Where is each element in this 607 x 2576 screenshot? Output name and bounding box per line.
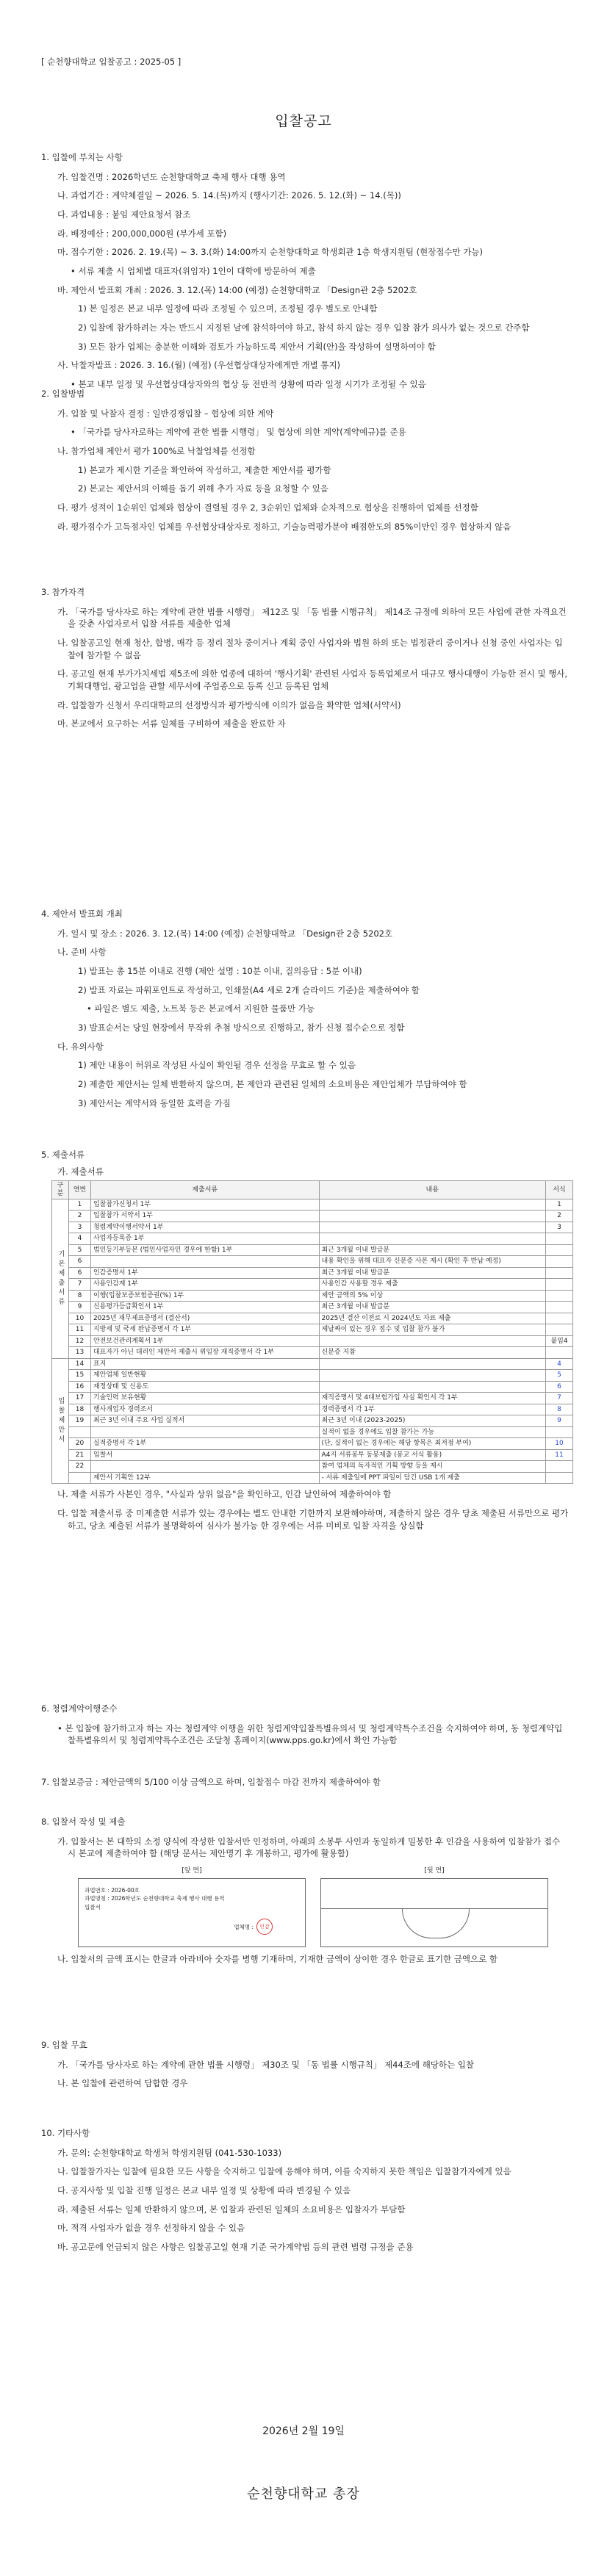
document-content: 내용 확인을 위해 대표자 신분증 사본 제시 (확인 후 반납 예정) bbox=[319, 1256, 546, 1268]
table-row bbox=[52, 1290, 573, 1302]
text-line: 가. 제출서류 bbox=[57, 1166, 104, 1177]
document-content: 사용인감 사용할 경우 제출 bbox=[319, 1279, 546, 1291]
section-8 bbox=[41, 1816, 570, 1972]
text-line: 가. 「국가를 당사자로 하는 계약에 관한 법률 시행령」 제12조 및 「동 법률 시행규칙」 제14조 규정에 의하여 모든 사업에 관한 자격요건을 갖춘 사업자로서 입찰 서류를 제출한 업체 bbox=[57, 606, 567, 629]
section-1 bbox=[41, 151, 570, 397]
text-line: • 서류 제출 시 업체별 대표자(위임자) 1인이 대학에 방문하여 제출 bbox=[71, 266, 316, 277]
text-line: 가. 입찰 및 낙찰자 결정 : 일반경쟁입찰 – 협상에 의한 계약 bbox=[57, 408, 274, 419]
row-number: 2 bbox=[69, 1211, 91, 1222]
row-number: 4 bbox=[69, 1233, 91, 1245]
form-number: 5 bbox=[546, 1370, 573, 1382]
document-content: 재직증명서 및 4대보험가입 사실 확인서 각 1부 bbox=[319, 1393, 546, 1404]
document-name: 기술인력 보유현황 bbox=[90, 1393, 319, 1404]
form-number: 11 bbox=[546, 1449, 573, 1461]
document-content bbox=[319, 1370, 546, 1382]
signer-name: 순천향대학교 총장 bbox=[247, 2486, 360, 2502]
text-line: 2) 본교는 제안서의 이해를 돕기 위해 추가 자료 등을 요청할 수 있음 bbox=[78, 483, 328, 494]
text-line: 1) 제안 내용이 허위로 작성된 사실이 확인될 경우 선정을 무효로 할 수 있음 bbox=[78, 1060, 356, 1071]
form-number bbox=[546, 1256, 573, 1268]
document-name: 최근 3년 이내 주요 사업 실적서 bbox=[90, 1415, 319, 1427]
text-line: • 「국가를 당사자로하는 계약에 관한 법률 시행령」 및 협상에 의한 계약(계약예규)를 준용 bbox=[71, 427, 406, 438]
document-content: A4지 서류봉투 동봉제출 (봉교 서식 활용) bbox=[319, 1449, 546, 1461]
text-line: 다. 평가 성적이 1순위인 업체와 협상이 결렬될 경우 2, 3순위인 업체와 순차적으로 협상을 진행하여 업체를 선정함 bbox=[57, 502, 478, 513]
document-content: 최근 3개월 이내 발급분 bbox=[319, 1302, 546, 1313]
text-line: 라. 제출된 서류는 일체 반환하지 않으며, 본 입찰과 관련된 일체의 소요비용은 입찰자가 부담함 bbox=[57, 2204, 406, 2215]
table-header: 내용 bbox=[319, 1181, 546, 1199]
row-number: 8 bbox=[69, 1290, 91, 1302]
text-line: 바. 제안서 발표회 개최 : 2026. 3. 12.(목) 14:00 (예정) 순천향대학교 「Design관 2층 5202호 bbox=[57, 284, 417, 295]
row-number: 12 bbox=[69, 1335, 91, 1347]
text-line: 나. 과업기간 : 계약체결일 ~ 2026. 5. 14.(목)까지 (행사기간: 2026. 5. 12.(화) ~ 14.(목)) bbox=[57, 190, 401, 201]
document-name: 행사개업자 경력조서 bbox=[90, 1404, 319, 1415]
text-line: 다. 공고일 현재 부가가치세법 제5조에 의한 업종에 대하여 '행사기획' 관련된 사업자 등록업체로서 대규모 행사대행이 가능한 전시 및 행사, 기획대행업, 광고업을 관할 세무서에 주업종으로 등록 신고 등록된 업체 bbox=[57, 668, 568, 692]
text-line: • 본 입찰에 참가하고자 하는 자는 청렴계약 이행을 위한 청렴계약입찰특별유의서 및 청렴계약특수조건을 숙지하여야 하며, 동 청렴계약입찰특별유의서 및 청렴계약특수조건은 조달청 홈페이지(www.pps.go.kr)에서 확인 가능함 bbox=[57, 1722, 563, 1746]
envelope-text bbox=[85, 1886, 224, 1911]
document-content: 최근 3년 이내 (2023-2025) bbox=[319, 1415, 546, 1427]
section-title: 10. 기타사항 bbox=[41, 2128, 90, 2138]
seal-icon: 인감 bbox=[256, 1919, 273, 1935]
document-content: 2025년 결산 이전로 시 2024년도 자료 제출 bbox=[319, 1313, 546, 1324]
document-content bbox=[319, 1358, 546, 1370]
section-title: 8. 입찰서 작성 및 제출 bbox=[41, 1816, 126, 1827]
text-line: • 파일은 별도 제출, 노트북 등은 본교에서 지원한 물품만 가능 bbox=[87, 1003, 315, 1014]
document-content: 최근 3개월 이내 발급분 bbox=[319, 1267, 546, 1279]
company-name-label: 업체명 : bbox=[234, 1924, 254, 1931]
table-row bbox=[52, 1222, 573, 1233]
form-number bbox=[546, 1347, 573, 1359]
document-content: - 서류 제출일에 PPT 파일이 담긴 USB 1개 제출 bbox=[319, 1472, 546, 1484]
table-row bbox=[52, 1404, 573, 1415]
text-line: 나. 입찰참가자는 입찰에 필요한 모든 사항을 숙지하고 입찰에 응해야 하며, 이를 숙지하지 못한 책임은 입찰참가자에게 있음 bbox=[57, 2166, 511, 2177]
table-row bbox=[52, 1426, 573, 1438]
document-name: 이행(입찰보증보험증권(%) 1부 bbox=[90, 1290, 319, 1302]
document-content: 제안 금액의 5% 이상 bbox=[319, 1290, 546, 1302]
document-name: 지방세 및 국세 완납증명서 각 1부 bbox=[90, 1324, 319, 1336]
row-number: 20 bbox=[69, 1438, 91, 1450]
document-name: 실적증명서 각 1부 bbox=[90, 1438, 319, 1450]
document-name: 법인등기부등본 (법인사업자인 경우에 한함) 1부 bbox=[90, 1244, 319, 1256]
documents-table bbox=[51, 1180, 573, 1484]
form-number: 9 bbox=[546, 1415, 573, 1427]
envelope-line: 과업번호 : 2026-00호 bbox=[85, 1887, 140, 1894]
text-line: 라. 입찰참가 신청서 우리대학교의 선정방식과 평가방식에 이의가 없음을 확약한 업체(서약서) bbox=[57, 699, 401, 710]
text-line: 가. 입찰건명 : 2026학년도 순천향대학교 축제 행사 대행 용역 bbox=[57, 171, 286, 182]
text-line: 1) 발표는 총 15분 이내로 진행 (제안 설명 : 10분 이내, 질의응답 : 5분 이내) bbox=[78, 966, 362, 977]
form-number bbox=[546, 1302, 573, 1313]
text-line: 나. 입찰공고일 현재 청산, 합병, 매각 등 정리 절차 중이거나 계획 중인 사업자와 법원 하의 또는 법정관리 중이거나 신청 중인 사업자는 입찰에 참가할 수 없음 bbox=[57, 638, 563, 660]
form-number: 4 bbox=[546, 1358, 573, 1370]
text-line: 다. 입찰 제출서류 중 미제출한 서류가 있는 경우에는 별도 안내한 기한까지 보완해야하며, 제출하지 않은 경우 당초 제출된 서류만으로 평가하고, 당초 제출된 서류가 불명확하여 심사가 불가능 한 경우에는 서류 미비로 입찰 자격을 상실함 bbox=[57, 1508, 569, 1531]
table-header: 연번 bbox=[69, 1181, 91, 1199]
row-number: 5 bbox=[69, 1244, 91, 1256]
document-content: 최근 3개월 이내 발급분 bbox=[319, 1244, 546, 1256]
section-7 bbox=[41, 1776, 570, 1796]
document-name: 입찰서 bbox=[90, 1449, 319, 1461]
document-content bbox=[319, 1199, 546, 1211]
table-row bbox=[52, 1244, 573, 1256]
text-line: • 본교 내부 일정 및 우선협상대상자와의 협상 등 전반적 상황에 따라 일정 시기가 조정될 수 있음 bbox=[71, 379, 426, 390]
table-row bbox=[52, 1370, 573, 1382]
table-row bbox=[52, 1256, 573, 1268]
text-line: 바. 공고문에 언급되지 않은 사항은 입찰공고일 현재 기준 국가계약법 등의 관련 법령 규정을 준용 bbox=[57, 2242, 414, 2253]
document-name: 안전보건관리계획서 1부 bbox=[90, 1335, 319, 1347]
document-content: 참여 업체의 독자적인 기획 방향 등을 제시 bbox=[319, 1461, 546, 1473]
table-row bbox=[52, 1335, 573, 1347]
section-title: 1. 입찰에 부치는 사항 bbox=[41, 152, 123, 162]
document-content bbox=[319, 1335, 546, 1347]
section-title: 4. 제안서 발표회 개최 bbox=[41, 909, 123, 919]
section-6 bbox=[41, 1703, 570, 1753]
form-number: 붙임4 bbox=[546, 1335, 573, 1347]
envelope-label: [뒷 면] bbox=[424, 1867, 445, 1875]
section-title: 9. 입찰 무효 bbox=[41, 2040, 87, 2050]
section-title: 7. 입찰보증금 : 제안금액의 5/100 이상 금액으로 하며, 입찰접수 마감 전까지 제출하여야 함 bbox=[41, 1777, 381, 1787]
envelope-line: 과업명칭 : 2026학년도 순천향대학교 축제 행사 대행 용역 bbox=[85, 1895, 225, 1902]
group-label: 입찰제안서 bbox=[52, 1358, 69, 1484]
table-row bbox=[52, 1211, 573, 1222]
text-line: 2) 입찰에 참가하려는 자는 반드시 지정된 날에 참석하여야 하고, 참석 하지 않는 경우 입찰 참가 의사가 없는 것으로 간주함 bbox=[78, 322, 530, 333]
document-content bbox=[319, 1381, 546, 1393]
form-number: 7 bbox=[546, 1393, 573, 1404]
text-line: 2) 제출한 제안서는 일체 반환하지 않으며, 본 제안과 관련된 일체의 소요비용은 제안업체가 부담하여야 함 bbox=[78, 1079, 467, 1090]
envelope-back bbox=[320, 1866, 548, 1947]
section-2 bbox=[41, 388, 570, 539]
form-number bbox=[546, 1426, 573, 1438]
text-line: 마. 접수기한 : 2026. 2. 19.(목) ~ 3. 3.(화) 14:00까지 순천향대학교 학생회관 1층 학생지원팀 (현장접수만 가능) bbox=[57, 247, 483, 258]
text-line: 가. 「국가를 당사자로 하는 계약에 관한 법률 시행령」 제30조 및 「동 법률 시행규칙」 제44조에 해당하는 입찰 bbox=[57, 2059, 475, 2070]
form-number: 1 bbox=[546, 1199, 573, 1211]
section-5 bbox=[41, 1149, 570, 1538]
text-line: 2) 발표 자료는 파워포인트로 작성하고, 인쇄물(A4 세로 2개 슬라이드 기준)을 제출하여야 함 bbox=[78, 984, 420, 995]
document-name bbox=[90, 1256, 319, 1268]
document-content bbox=[319, 1211, 546, 1222]
form-number bbox=[546, 1233, 573, 1245]
text-line: 다. 유의사항 bbox=[57, 1041, 104, 1052]
section-9 bbox=[41, 2039, 570, 2096]
table-row bbox=[52, 1381, 573, 1393]
row-number: 6 bbox=[69, 1256, 91, 1268]
table-row bbox=[52, 1302, 573, 1313]
text-line: 3) 발표순서는 당일 현장에서 무작위 추첨 방식으로 진행하고, 참가 신청 접수순으로 정함 bbox=[78, 1022, 405, 1033]
document-name bbox=[90, 1461, 319, 1473]
document-content: 실적이 없을 경우에도 입찰 참가는 가능 bbox=[319, 1426, 546, 1438]
table-header: 제출서류 bbox=[90, 1181, 319, 1199]
envelope-line: 입찰서 bbox=[85, 1903, 101, 1911]
document-name: 입찰참가 서약서 1부 bbox=[90, 1211, 319, 1222]
envelope-label: [앞 면] bbox=[182, 1867, 202, 1875]
table-row bbox=[52, 1279, 573, 1291]
form-number bbox=[546, 1461, 573, 1473]
row-number: 1 bbox=[69, 1199, 91, 1211]
document-name: 제안업체 일반현황 bbox=[90, 1370, 319, 1382]
document-name: 재정상태 및 신용도 bbox=[90, 1381, 319, 1393]
form-number bbox=[546, 1244, 573, 1256]
text-line: 나. 본 입찰에 관련하여 담합한 경우 bbox=[57, 2078, 188, 2089]
row-number: 6 bbox=[69, 1267, 91, 1279]
table-row bbox=[52, 1415, 573, 1427]
row-number bbox=[69, 1472, 91, 1484]
row-number: 9 bbox=[69, 1302, 91, 1313]
table-row bbox=[52, 1267, 573, 1279]
row-number bbox=[69, 1426, 91, 1438]
row-number: 14 bbox=[69, 1358, 91, 1370]
section-3 bbox=[41, 586, 570, 737]
document-content: (단, 실적이 없는 경우에는 해당 항목은 최저점 부여) bbox=[319, 1438, 546, 1450]
row-number: 13 bbox=[69, 1347, 91, 1359]
table-row bbox=[52, 1233, 573, 1245]
form-number bbox=[546, 1313, 573, 1324]
document-name: 청렴계약이행서약서 1부 bbox=[90, 1222, 319, 1233]
page-title: 입찰공고 bbox=[275, 113, 332, 129]
document-name: 인감증명서 1부 bbox=[90, 1267, 319, 1279]
table-row bbox=[52, 1313, 573, 1324]
form-number: 3 bbox=[546, 1222, 573, 1233]
envelope-front bbox=[78, 1866, 306, 1947]
row-number: 17 bbox=[69, 1393, 91, 1404]
notice-date: 2026년 2월 19일 bbox=[262, 2425, 345, 2437]
table-header: 구분 bbox=[52, 1181, 69, 1199]
document-content bbox=[319, 1222, 546, 1233]
row-number: 21 bbox=[69, 1449, 91, 1461]
text-line: 3) 모든 참가 업체는 충분한 이해와 검토가 가능하도록 제안서 기획(안)을 작성하여 설명하여야 함 bbox=[78, 341, 436, 352]
text-line: 가. 문의: 순천향대학교 학생처 학생지원팀 (041-530-1033) bbox=[57, 2147, 282, 2158]
row-number: 10 bbox=[69, 1313, 91, 1324]
document-name bbox=[90, 1426, 319, 1438]
text-line: 다. 공지사항 및 입찰 진행 일정은 본교 내부 일정 및 상황에 따라 변경될 수 있음 bbox=[57, 2185, 351, 2196]
document-number: [ 순천향대학교 입찰공고 : 2025-05 ] bbox=[41, 57, 182, 67]
envelope-flap bbox=[402, 1908, 470, 1938]
text-line: 3) 제안서는 계약서와 동일한 효력을 가짐 bbox=[78, 1097, 231, 1108]
document-name: 입찰참가신청서 1부 bbox=[90, 1199, 319, 1211]
form-number: 6 bbox=[546, 1381, 573, 1393]
section-10 bbox=[41, 2127, 570, 2260]
form-number: 10 bbox=[546, 1438, 573, 1450]
section-4 bbox=[41, 908, 570, 1116]
row-number: 3 bbox=[69, 1222, 91, 1233]
row-number: 15 bbox=[69, 1370, 91, 1382]
document-content bbox=[319, 1233, 546, 1245]
row-number: 7 bbox=[69, 1279, 91, 1291]
text-line: 가. 일시 및 장소 : 2026. 3. 12.(목) 14:00 (예정) 순천향대학교 「Design관 2층 5202호 bbox=[57, 928, 393, 939]
table-row bbox=[52, 1393, 573, 1404]
text-line: 1) 본 일정은 본교 내부 일정에 따라 조정될 수 있으며, 조정될 경우 별도로 안내함 bbox=[78, 303, 378, 314]
text-line: 다. 과업내용 : 붙임 제안요청서 참조 bbox=[57, 209, 191, 220]
table-row bbox=[52, 1358, 573, 1370]
row-number: 11 bbox=[69, 1324, 91, 1336]
form-number: 8 bbox=[546, 1404, 573, 1415]
form-number: 2 bbox=[546, 1211, 573, 1222]
row-number: 19 bbox=[69, 1415, 91, 1427]
document-name: 표지 bbox=[90, 1358, 319, 1370]
table-row bbox=[52, 1347, 573, 1359]
form-number bbox=[546, 1267, 573, 1279]
text-line: 마. 본교에서 요구하는 서류 일체를 구비하여 제출을 완료한 자 bbox=[57, 718, 286, 729]
section-title: 6. 청렴계약이행준수 bbox=[41, 1703, 118, 1714]
document-name: 2025년 재무제표증명서 (결산서) bbox=[90, 1313, 319, 1324]
envelope-frame bbox=[320, 1878, 548, 1947]
section-title: 3. 참가자격 bbox=[41, 587, 85, 597]
document-name: 사업자등록증 1부 bbox=[90, 1233, 319, 1245]
table-row bbox=[52, 1472, 573, 1484]
text-line: 사. 낙찰자발표 : 2026. 3. 16.(월) (예정) (우선협상대상자에게만 개별 통지) bbox=[57, 360, 341, 371]
text-line: 나. 준비 사항 bbox=[57, 947, 107, 958]
text-line: 나. 제출 서류가 사본인 경우, "사실과 상위 없음"을 확인하고, 인감 날인하여 제출하여야 함 bbox=[57, 1489, 392, 1500]
envelope-frame bbox=[78, 1878, 306, 1947]
text-line: 1) 본교가 제시한 기준을 확인하여 작성하고, 제출한 제안서를 평가함 bbox=[78, 464, 331, 475]
table-row bbox=[52, 1199, 573, 1211]
text-line: 나. 입찰서의 금액 표시는 한글과 아라비아 숫자를 병행 기재하며, 기재한 금액이 상이한 경우 한글로 표기한 금액으로 함 bbox=[57, 1954, 498, 1965]
form-number bbox=[546, 1279, 573, 1291]
envelope-diagram bbox=[78, 1866, 570, 1947]
table-row bbox=[52, 1461, 573, 1473]
text-line: 나. 참가업체 제안서 평가 100%로 낙찰업체를 선정함 bbox=[57, 446, 256, 457]
row-number: 16 bbox=[69, 1381, 91, 1393]
document-name: 신용평가등급확인서 1부 bbox=[90, 1302, 319, 1313]
row-number: 18 bbox=[69, 1404, 91, 1415]
table-row bbox=[52, 1324, 573, 1336]
form-number bbox=[546, 1324, 573, 1336]
document-content: 제날짜이 있는 경우 접수 및 입찰 참가 불가 bbox=[319, 1324, 546, 1336]
text-line: 마. 적격 사업자가 없을 경우 선정하지 않을 수 있음 bbox=[57, 2223, 245, 2234]
text-line: 가. 입찰서는 본 대학의 소정 양식에 작성한 입찰서만 인정하며, 아래의 소봉투 사인과 동일하게 밀봉한 후 인감을 사용하여 입찰참가 접수 시 본교에 제출하여야 함 (해당 문서는 제안명기 후 개봉하고, 평가에 활용함) bbox=[57, 1836, 561, 1859]
group-label: 기본제출서류 bbox=[52, 1199, 69, 1358]
document-name: 대표자가 아닌 대리인 제안서 제출시 위임장 재직증명서 각 1부 bbox=[90, 1347, 319, 1359]
table-row bbox=[52, 1449, 573, 1461]
document-content: 신분증 지참 bbox=[319, 1347, 546, 1359]
document-content: 경력증명서 각 1부 bbox=[319, 1404, 546, 1415]
section-title: 5. 제출서류 bbox=[41, 1150, 85, 1160]
form-number bbox=[546, 1472, 573, 1484]
text-line: 라. 평가점수가 고득점자인 업체를 우선협상대상자로 정하고, 기술능력평가분야 배점한도의 85%이만인 경우 협상하지 않음 bbox=[57, 521, 511, 532]
table-header: 서식 bbox=[546, 1181, 573, 1199]
document-name: 제안서 기획안 12부 bbox=[90, 1472, 319, 1484]
section-title: 2. 입찰방법 bbox=[41, 389, 85, 399]
document-name: 사용인감계 1부 bbox=[90, 1279, 319, 1291]
form-number bbox=[546, 1290, 573, 1302]
table-row bbox=[52, 1438, 573, 1450]
row-number: 22 bbox=[69, 1461, 91, 1473]
text-line: 라. 배정예산 : 200,000,000원 (부가세 포함) bbox=[57, 228, 227, 239]
